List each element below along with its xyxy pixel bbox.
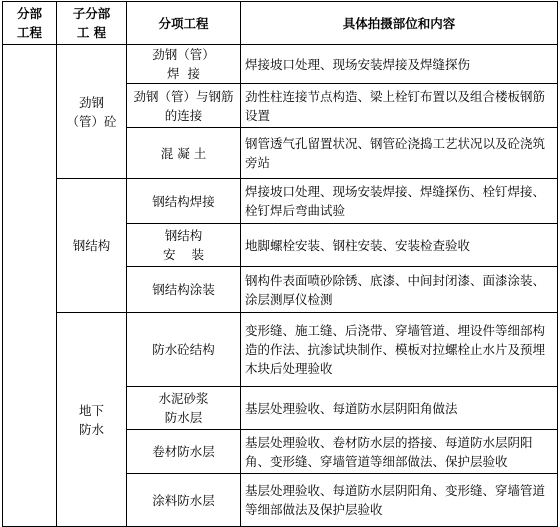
item-cell: 钢结构焊接 — [127, 179, 241, 224]
item-name: 劲钢（管） — [152, 47, 215, 62]
content-cell: 地脚螺栓安装、钢柱安装、安装检查验收 — [241, 224, 558, 267]
table-row — [3, 45, 558, 84]
subdivision-name: 防水 — [78, 421, 104, 437]
subdivision-name: 劲钢 — [78, 94, 104, 110]
item-cell — [127, 45, 241, 84]
item-name: 水泥砂浆 — [158, 391, 209, 406]
header-subdivision-line1: 子分部 — [72, 6, 111, 21]
item-cell — [127, 387, 241, 430]
item-name: 劲钢（管）与钢筋 — [133, 88, 234, 104]
item-cell: 防水砼结构 — [127, 313, 241, 387]
item-name: 钢结构 — [164, 228, 203, 243]
subdivision-name: （管）砼 — [66, 113, 117, 129]
item-name: 焊 接 — [167, 66, 200, 81]
header-row — [3, 2, 558, 45]
item-cell: 涂料防水层 — [127, 474, 241, 527]
header-subdivision-line2: 工 程 — [76, 25, 107, 40]
header-division-line1: 分部 — [16, 6, 42, 21]
header-subdivision — [57, 2, 127, 45]
header-item: 分项工程 — [127, 2, 241, 45]
content-cell: 钢构件表面喷砂除锈、底漆、中间封闭漆、面漆涂装、涂层测厚仪检测 — [241, 267, 558, 313]
header-division — [3, 2, 57, 45]
item-cell — [127, 84, 241, 128]
content-cell: 劲性柱连接节点构造、梁上栓钉布置以及组合楼板钢筋设置 — [241, 84, 558, 128]
header-content: 具体拍摄部位和内容 — [241, 2, 558, 45]
inspection-table — [2, 1, 558, 527]
subdivision-name: 地下 — [78, 402, 104, 418]
table-row — [3, 179, 558, 224]
division-cell — [3, 45, 57, 527]
subdivision-cell — [57, 313, 127, 527]
item-cell: 卷材防水层 — [127, 430, 241, 474]
item-cell — [127, 224, 241, 267]
header-division-line2: 工程 — [16, 25, 42, 40]
table-row — [3, 313, 558, 387]
item-name: 的连接 — [164, 107, 203, 123]
item-cell: 混 凝 土 — [127, 128, 241, 179]
content-cell: 基层处理验收、卷材防水层的搭接、每道防水层阴阳角、变形缝、穿墙管道等细部做法、保护层验收 — [241, 430, 558, 474]
content-cell: 基层处理验收、每道防水层阴阳角、变形缝、穿墙管道等细部做法及保护层验收 — [241, 474, 558, 527]
subdivision-cell: 钢结构 — [57, 179, 127, 313]
content-cell: 焊接坡口处理、现场安装焊接及焊缝探伤 — [241, 45, 558, 84]
content-cell: 变形缝、施工缝、后浇带、穿墙管道、埋设件等细部构造的作法、抗渗试块制作、模板对拉螺栓止水片及预埋木块后处理验收 — [241, 313, 558, 387]
content-cell: 钢管透气孔留置状况、钢管砼浇捣工艺状况以及砼浇筑旁站 — [241, 128, 558, 179]
content-cell: 焊接坡口处理、现场安装焊接、焊缝探伤、栓钉焊接、栓钉焊后弯曲试验 — [241, 179, 558, 224]
item-cell: 钢结构涂装 — [127, 267, 241, 313]
item-name: 安 装 — [163, 247, 204, 262]
subdivision-cell — [57, 45, 127, 179]
content-cell: 基层处理验收、每道防水层阴阳角做法 — [241, 387, 558, 430]
item-name: 防水层 — [164, 410, 203, 425]
